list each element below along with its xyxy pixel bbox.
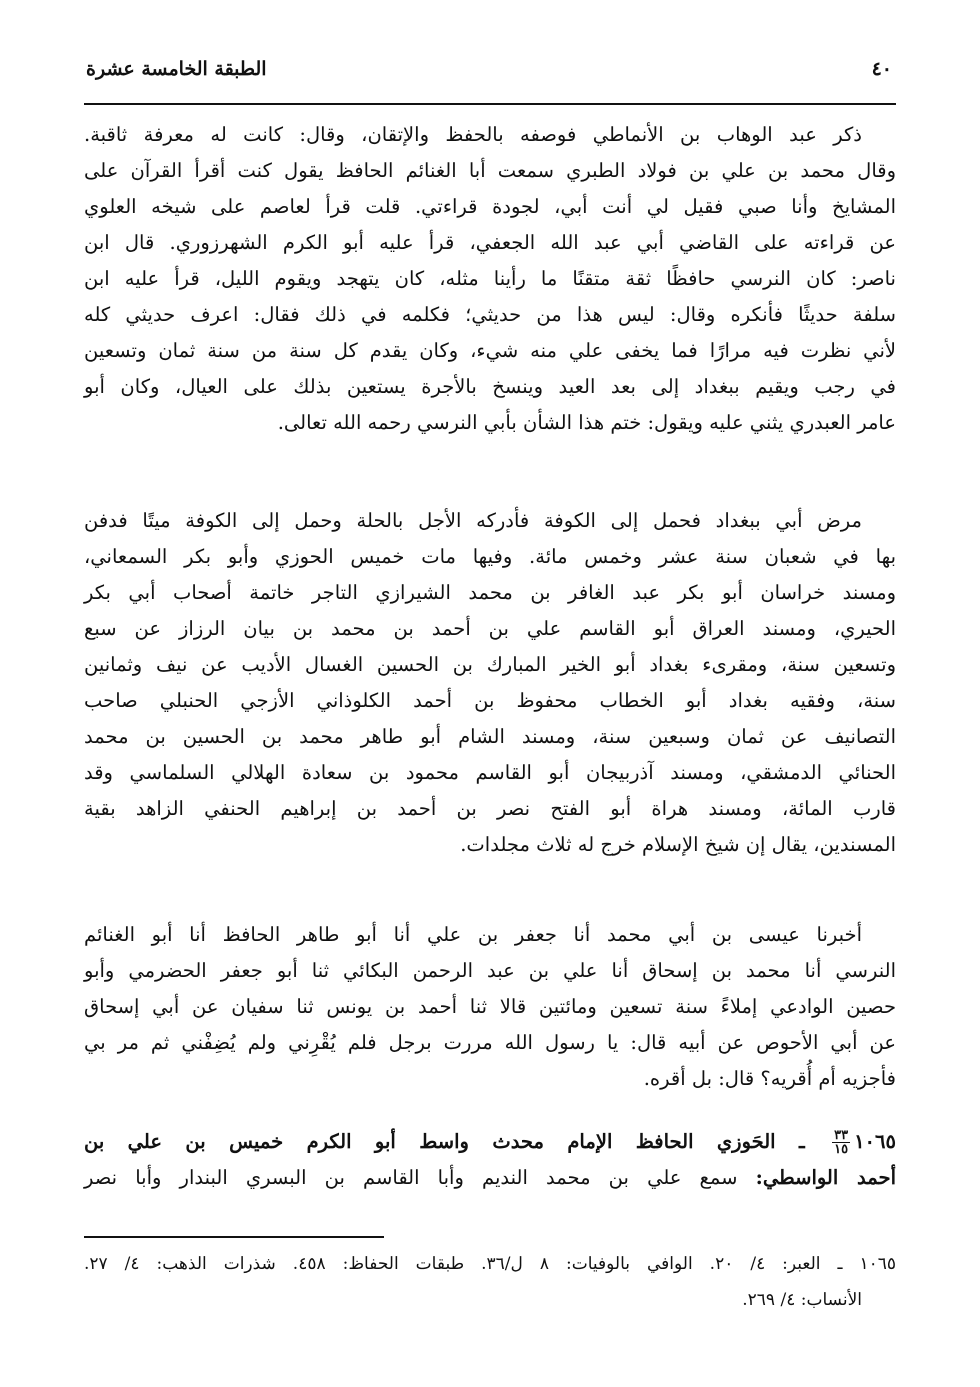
- entry-number: ١٠٦٥: [854, 1130, 896, 1153]
- text-line: المسندين، يقال إن شيخ الإسلام خرج له ثلاث مجلدات.: [460, 833, 896, 856]
- footnote-line: ١٠٦٥ ـ العبر: ٤/ ٢٠. الوافي بالوفيات: ٨ ل/٣٦. طبقات الحفاظ: ٤٥٨. شذرات الذهب: ٤/ ٢٧.: [84, 1254, 896, 1274]
- entry-name-end: أحمد الواسطي:: [755, 1166, 896, 1189]
- paragraph-3: [84, 917, 896, 1097]
- text-line: مرض أبي ببغداد فحمل إلى الكوفة فأدركه الأجل بالحلة وحمل إلى الكوفة ميتًا فدفن: [84, 509, 862, 532]
- fraction-top: ٣٣: [834, 1128, 849, 1143]
- footnote-rule: [84, 1236, 384, 1238]
- running-title: الطبقة الخامسة عشرة: [86, 58, 267, 80]
- entry-text-line: [84, 1160, 896, 1196]
- text-line: ناصر: كان النرسي حافظًا ثقة متقنًا ما رأينا مثله، كان يتهجد ويقوم الليل، قرأ عليه ابن: [84, 267, 896, 290]
- text-line: عامر العبدري يثني عليه ويقول: ختم هذا الشأن بأبي النرسي رحمه الله تعالى.: [277, 411, 896, 434]
- text-line: أخبرنا عيسى بن أبي محمد أنا جعفر بن علي أنا أبو طاهر الحافظ أنا أبو الغنائم: [84, 923, 862, 946]
- text-line: ذكر عبد الوهاب بن الأنماطي فوصفه بالحفظ والإتقان، وقال: كانت له معرفة ثاقبة.: [84, 123, 862, 146]
- paragraph-2: [84, 503, 896, 863]
- text-line: في رجب ويقيم ببغداد إلى بعد العيد وينسخ بالأجرة يستعين بذلك على العيال، وكان أبو: [84, 375, 896, 398]
- text-line: فأجزيه أم أُقريه؟ قال: بل أقره.: [643, 1067, 896, 1090]
- entry-fraction: [832, 1129, 850, 1156]
- footnotes: [84, 1246, 896, 1318]
- footnote-line: الأنساب: ٤/ ٢٦٩.: [742, 1290, 862, 1310]
- text-line: المشايخ وأنا صبي فقيل لي أنت أبي، لجودة قراءتي. قلت قرأ لعاصم على شيخه العلوي: [84, 195, 896, 218]
- text-line: بها في شعبان سنة عشر وخمس مائة. وفيها مات خميس الحوزي وأبو بكر السمعاني،: [84, 545, 896, 568]
- fraction-bottom: ١٥: [834, 1142, 849, 1157]
- paragraph-1: [84, 117, 896, 441]
- text-line: الحيري، ومسند العراق أبو القاسم علي بن أحمد بن محمد بن بيان الرزاز عن سبع: [84, 617, 896, 640]
- entry-heading: ـ الحَوزي الحافظ الإمام محدث واسط أبو الكرم خميس بن علي بن: [84, 1130, 805, 1153]
- entry-text: سمع علي بن محمد النديم وأبا القاسم بن البسري البندار وأبا نصر: [84, 1166, 756, 1189]
- text-line: النرسي أنا محمد بن إسحاق أنا علي بن عبد الرحمن البكائي ثنا أبو جعفر الحضرمي وأبو: [84, 959, 896, 982]
- page-number: ٤٠: [871, 58, 892, 80]
- text-line: وقال محمد بن علي بن فولاد الطبري سمعت أبا الغنائم الحافظ يقول كنت أقرأ القرآن على: [84, 159, 896, 182]
- text-line: لأني نظرت فيه مرارًا فما يخفى علي منه شيء، وكان يقدم كل سنة من سنة ثمان وتسعين: [84, 339, 896, 362]
- text-line: سنة، وفقيه بغداد أبو الخطاب محفوظ بن أحمد الكلوذاني الأزجي الحنبلي صاحب: [84, 689, 896, 712]
- text-line: حصين الوادعي إملاءً سنة تسعين ومائتين قالا ثنا أحمد بن يونس ثنا سفيان عن أبي إسحاق: [84, 995, 896, 1018]
- text-line: ومسند خراسان أبو بكر عبد الغافر بن محمد الشيرازي التاجر خاتمة أصحاب أبي بكر: [84, 581, 896, 604]
- text-line: عن أبي الأحوص عن أبيه قال: يا رسول الله مررت برجل فلم يُقْرِني ولم يُضِفْني ثم مر بي: [84, 1031, 896, 1054]
- entry-heading-line: [84, 1124, 896, 1160]
- entry-1065: [84, 1124, 896, 1196]
- text-line: الحنائي الدمشقي، ومسند آذربيجان أبو القاسم محمود بن سعادة الهلالي السلماسي وقد: [84, 761, 896, 784]
- text-line: سلفة حديثًا فأنكره وقال: ليس هذا من حديثي؛ فكلمه في ذلك فقال: اعرف حديثي كله: [84, 303, 896, 326]
- text-line: التصانيف عن ثمان وسبعين سنة، ومسند الشام أبو طاهر محمد بن الحسين بن محمد: [84, 725, 896, 748]
- page-header: [84, 58, 896, 88]
- text-line: قارب المائة، ومسند هراة أبو الفتح نصر بن أحمد بن إبراهيم الحنفي الزاهد بقية: [84, 797, 896, 820]
- text-line: عن قراءته على القاضي أبي عبد الله الجعفي، قرأ عليه أبو الكرم الشهرزوري. قال ابن: [84, 231, 896, 254]
- text-line: وتسعين سنة، ومقرىء بغداد أبو الخير المبارك بن الحسين الغسال الأديب عن نيف وثمانين: [84, 653, 896, 676]
- header-rule: [84, 103, 896, 105]
